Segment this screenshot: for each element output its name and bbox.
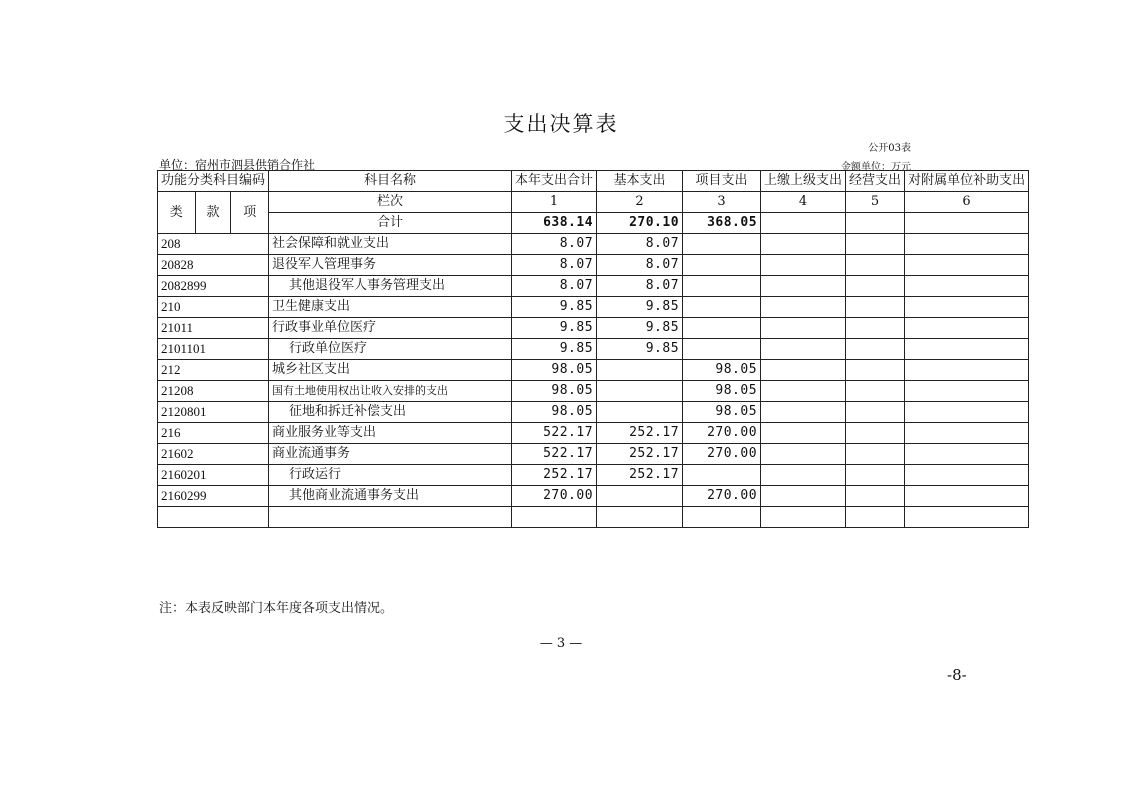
header-basic: 基本支出 <box>597 171 683 192</box>
header-xiang: 项 <box>231 192 269 234</box>
row-basic: 8.07 <box>597 234 683 255</box>
page-number: — 3 — <box>539 636 583 651</box>
amount-unit: 金额单位：万元 <box>841 162 911 173</box>
row-upper <box>761 339 846 360</box>
row-project <box>683 465 761 486</box>
row-name: 商业流通事务 <box>269 444 512 465</box>
row-name: 卫生健康支出 <box>269 297 512 318</box>
row-basic: 9.85 <box>597 318 683 339</box>
row-subsidy <box>905 360 1029 381</box>
row-subsidy <box>905 465 1029 486</box>
header-upper: 上缴上级支出 <box>761 171 846 192</box>
row-operating <box>846 402 905 423</box>
table-row <box>158 465 1029 486</box>
row-operating <box>846 234 905 255</box>
row-project <box>683 339 761 360</box>
row-upper <box>761 423 846 444</box>
row-operating <box>846 297 905 318</box>
row-code: 2120801 <box>158 402 269 423</box>
row-code: 210 <box>158 297 269 318</box>
row-operating <box>846 255 905 276</box>
col-number-4: 4 <box>761 192 846 213</box>
total-label: 合计 <box>269 213 512 234</box>
empty-cell <box>846 507 905 528</box>
row-code: 212 <box>158 360 269 381</box>
row-name: 城乡社区支出 <box>269 360 512 381</box>
footnote: 注：本表反映部门本年度各项支出情况。 <box>159 601 394 616</box>
row-upper <box>761 318 846 339</box>
row-subsidy <box>905 234 1029 255</box>
row-code: 2101101 <box>158 339 269 360</box>
table-row <box>158 339 1029 360</box>
row-total: 252.17 <box>512 465 597 486</box>
table-row <box>158 360 1029 381</box>
row-total: 9.85 <box>512 318 597 339</box>
row-project: 270.00 <box>683 486 761 507</box>
row-name: 行政事业单位医疗 <box>269 318 512 339</box>
row-subsidy <box>905 444 1029 465</box>
row-upper <box>761 402 846 423</box>
row-subsidy <box>905 423 1029 444</box>
row-code: 21011 <box>158 318 269 339</box>
row-basic <box>597 360 683 381</box>
row-operating <box>846 423 905 444</box>
row-upper <box>761 486 846 507</box>
empty-cell <box>597 507 683 528</box>
row-name: 行政运行 <box>269 465 512 486</box>
row-name: 社会保障和就业支出 <box>269 234 512 255</box>
row-upper <box>761 360 846 381</box>
row-subsidy <box>905 486 1029 507</box>
header-total: 本年支出合计 <box>512 171 597 192</box>
empty-cell <box>269 507 512 528</box>
empty-cell <box>512 507 597 528</box>
row-total: 9.85 <box>512 297 597 318</box>
row-basic <box>597 381 683 402</box>
table-row <box>158 381 1029 402</box>
row-basic: 252.17 <box>597 423 683 444</box>
row-basic: 9.85 <box>597 297 683 318</box>
row-project: 270.00 <box>683 444 761 465</box>
row-operating <box>846 360 905 381</box>
row-upper <box>761 255 846 276</box>
row-name: 商业服务业等支出 <box>269 423 512 444</box>
col-number-2: 2 <box>597 192 683 213</box>
row-code: 2082899 <box>158 276 269 297</box>
header-row <box>158 171 1029 192</box>
empty-cell <box>905 507 1029 528</box>
row-code: 216 <box>158 423 269 444</box>
row-subsidy <box>905 381 1029 402</box>
row-upper <box>761 381 846 402</box>
row-upper <box>761 276 846 297</box>
empty-cell <box>158 507 269 528</box>
row-total: 8.07 <box>512 255 597 276</box>
unit-label: 单位：宿州市泗县供销合作社 <box>159 158 316 172</box>
total-total: 638.14 <box>512 213 597 234</box>
total-subsidy <box>905 213 1029 234</box>
table-row <box>158 402 1029 423</box>
table-row <box>158 234 1029 255</box>
expenditure-table <box>157 170 1029 528</box>
row-upper <box>761 234 846 255</box>
row-project <box>683 318 761 339</box>
total-upper <box>761 213 846 234</box>
total-basic: 270.10 <box>597 213 683 234</box>
row-subsidy <box>905 276 1029 297</box>
table-row <box>158 318 1029 339</box>
row-code: 2160201 <box>158 465 269 486</box>
row-project: 98.05 <box>683 360 761 381</box>
row-operating <box>846 318 905 339</box>
row-code: 208 <box>158 234 269 255</box>
page-title: 支出决算表 <box>503 112 619 136</box>
row-basic: 252.17 <box>597 465 683 486</box>
table-row <box>158 444 1029 465</box>
table-row <box>158 255 1029 276</box>
row-name: 国有土地使用权出让收入安排的支出 <box>269 381 512 402</box>
row-basic <box>597 486 683 507</box>
row-name: 行政单位医疗 <box>269 339 512 360</box>
col-number-3: 3 <box>683 192 761 213</box>
row-total: 522.17 <box>512 444 597 465</box>
table-row <box>158 276 1029 297</box>
row-operating <box>846 339 905 360</box>
total-project: 368.05 <box>683 213 761 234</box>
row-total: 98.05 <box>512 402 597 423</box>
row-project <box>683 297 761 318</box>
row-upper <box>761 297 846 318</box>
row-name: 其他退役军人事务管理支出 <box>269 276 512 297</box>
total-operating <box>846 213 905 234</box>
header-subsidy: 对附属单位补助支出 <box>905 171 1029 192</box>
row-total: 9.85 <box>512 339 597 360</box>
row-operating <box>846 465 905 486</box>
header-kuan: 款 <box>195 192 231 234</box>
row-basic: 8.07 <box>597 255 683 276</box>
row-subsidy <box>905 297 1029 318</box>
row-total: 98.05 <box>512 360 597 381</box>
row-code: 21208 <box>158 381 269 402</box>
row-code: 2160299 <box>158 486 269 507</box>
row-total: 270.00 <box>512 486 597 507</box>
table-row <box>158 423 1029 444</box>
table-row <box>158 297 1029 318</box>
col-number-5: 5 <box>846 192 905 213</box>
row-project: 98.05 <box>683 381 761 402</box>
row-total: 522.17 <box>512 423 597 444</box>
row-project <box>683 276 761 297</box>
row-name: 征地和拆迁补偿支出 <box>269 402 512 423</box>
row-project <box>683 234 761 255</box>
row-total: 8.07 <box>512 234 597 255</box>
row-subsidy <box>905 318 1029 339</box>
row-basic: 8.07 <box>597 276 683 297</box>
row-total: 98.05 <box>512 381 597 402</box>
empty-cell <box>683 507 761 528</box>
empty-cell <box>761 507 846 528</box>
row-project: 270.00 <box>683 423 761 444</box>
row-subsidy <box>905 339 1029 360</box>
row-project: 98.05 <box>683 402 761 423</box>
row-subsidy <box>905 402 1029 423</box>
row-code: 20828 <box>158 255 269 276</box>
row-name: 其他商业流通事务支出 <box>269 486 512 507</box>
header-project: 项目支出 <box>683 171 761 192</box>
row-basic: 252.17 <box>597 444 683 465</box>
row-upper <box>761 444 846 465</box>
row-basic: 9.85 <box>597 339 683 360</box>
row-project <box>683 255 761 276</box>
table-row <box>158 486 1029 507</box>
header-lei: 类 <box>158 192 196 234</box>
row-operating <box>846 486 905 507</box>
header-lanci: 栏次 <box>269 192 512 213</box>
form-code: 公开03表 <box>868 143 911 154</box>
header-func-code: 功能分类科目编码 <box>158 171 269 192</box>
row-operating <box>846 381 905 402</box>
row-code: 21602 <box>158 444 269 465</box>
col-number-6: 6 <box>905 192 1029 213</box>
page-number-alt: -8- <box>947 666 967 684</box>
row-operating <box>846 276 905 297</box>
total-row <box>158 213 1029 234</box>
column-number-row <box>158 192 1029 213</box>
row-name: 退役军人管理事务 <box>269 255 512 276</box>
row-operating <box>846 444 905 465</box>
row-basic <box>597 402 683 423</box>
row-upper <box>761 465 846 486</box>
row-subsidy <box>905 255 1029 276</box>
header-subject-name: 科目名称 <box>269 171 512 192</box>
empty-row <box>158 507 1029 528</box>
header-operating: 经营支出 <box>846 171 905 192</box>
row-total: 8.07 <box>512 276 597 297</box>
col-number-1: 1 <box>512 192 597 213</box>
